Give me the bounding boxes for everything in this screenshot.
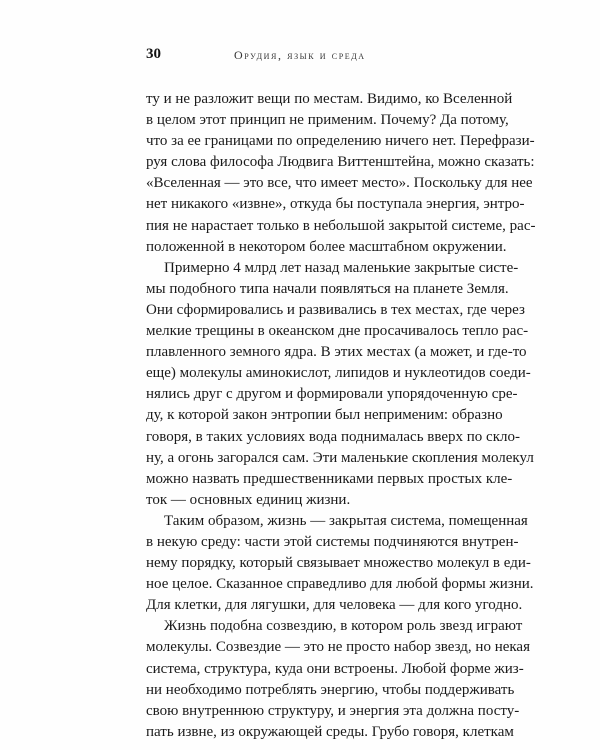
text-line: пать извне, из окружающей среды. Грубо говоря, клеткам bbox=[146, 723, 514, 740]
text-line: ту и не разложит вещи по местам. Видимо, ко Вселенной bbox=[146, 91, 513, 107]
text-line: нялись друг с другом и формировали упорядоченную сре- bbox=[146, 386, 518, 403]
text-line: в некую среду: части этой системы подчиняются внутрен- bbox=[146, 533, 519, 550]
text-line: ток — основных единиц жизни. bbox=[146, 491, 351, 508]
text-line: ное целое. Сказанное справедливо для любой формы жизни. bbox=[146, 576, 534, 593]
text-line: свою внутреннюю структуру, и энергия эта должна посту- bbox=[146, 702, 520, 719]
text-line: что за ее границами по определению ничего нет. Перефрази- bbox=[146, 133, 535, 150]
text-line: молекулы. Созвездие — это не просто набор звезд, но некая bbox=[146, 639, 530, 656]
text-line: руя слова философа Людвига Виттенштейна, можно сказать: bbox=[146, 154, 535, 171]
text-line: Они сформировались и развивались в тех местах, где через bbox=[146, 301, 525, 318]
text-line: нему порядку, который связывает множество молекул в еди- bbox=[146, 555, 531, 572]
text-line: пия не нарастает только в небольшой закрытой системе, рас- bbox=[146, 217, 536, 234]
text-line: плавленного земного ядра. В этих местах (а может, и где-то bbox=[146, 344, 527, 361]
text-line: еще) молекулы аминокислот, липидов и нуклеотидов соеди- bbox=[146, 365, 531, 382]
text-line: положенной в некотором более масштабном окружении. bbox=[146, 238, 507, 255]
text-line: система, структура, куда они встроены. Любой форме жиз- bbox=[146, 660, 524, 677]
page-header bbox=[146, 46, 497, 66]
page-number: 30 bbox=[146, 46, 161, 62]
body-text bbox=[146, 89, 536, 743]
text-line: мы подобного типа начали появляться на планете Земля. bbox=[146, 280, 509, 297]
text-line: можно назвать предшественниками первых простых кле- bbox=[146, 470, 513, 487]
text-line: нет никакого «извне», откуда бы поступала энергия, энтро- bbox=[146, 196, 525, 213]
text-line: Таким образом, жизнь — закрытая система, помещенная bbox=[164, 512, 528, 529]
text-line: ду, к которой закон энтропии был неприменим: образно bbox=[146, 407, 503, 424]
text-line: Жизнь подобна созвездию, в котором роль звезд играют bbox=[164, 618, 523, 635]
text-line: ни необходимо потреблять энергию, чтобы поддерживать bbox=[146, 681, 515, 698]
text-line: ну, а огонь загорался сам. Эти маленькие скопления молекул bbox=[146, 449, 534, 466]
text-line: говоря, в таких условиях вода поднималась вверх по скло- bbox=[146, 428, 520, 445]
running-title: Орудия, язык и среда bbox=[234, 48, 366, 62]
text-line: Для клетки, для лягушки, для человека — для кого угодно. bbox=[146, 597, 523, 614]
text-line: мелкие трещины в океанском дне просачивалось тепло рас- bbox=[146, 323, 529, 340]
text-line: «Вселенная — это все, что имеет место». Поскольку для нее bbox=[146, 175, 533, 192]
text-line: Примерно 4 млрд лет назад маленькие закрытые систе- bbox=[164, 259, 519, 276]
text-line: в целом этот принцип не применим. Почему? Да потому, bbox=[146, 112, 509, 129]
